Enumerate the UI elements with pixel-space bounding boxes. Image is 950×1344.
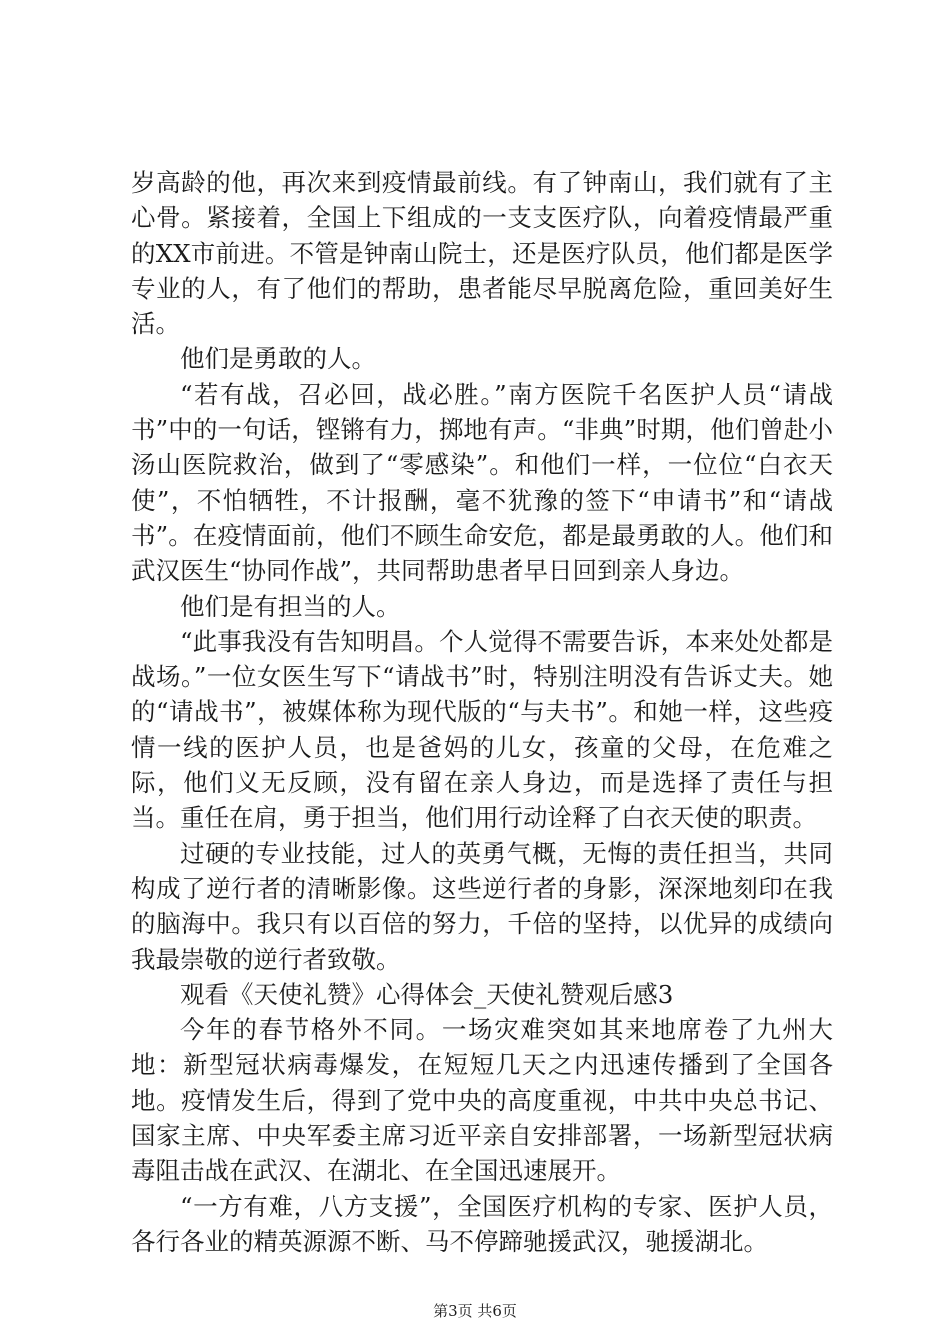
paragraph-8: “一方有难，八方支援”，全国医疗机构的专家、医护人员，各行各业的精英源源不断、马不停蹄驰援武汉，驰援湖北。	[131, 1191, 833, 1256]
section-heading: 观看《天使礼赞》心得体会_天使礼赞观后感3	[180, 979, 674, 1009]
paragraph-4: 他们是有担当的人。	[180, 591, 401, 621]
paragraph-1: 岁高龄的他，再次来到疫情最前线。有了钟南山，我们就有了主心骨。紧接着，全国上下组成的一支支医疗队，向着疫情最严重的XX市前进。不管是钟南山院士，还是医疗队员，他们都是医学专业的人，有了他们的帮助，患者能尽早脱离危险，重回美好生活。	[131, 168, 833, 339]
document-body	[131, 165, 833, 1259]
page-number-footer: 第3页 共6页	[433, 1302, 517, 1320]
paragraph-3: “若有战，召必回，战必胜。”南方医院千名医护人员“请战书”中的一句话，铿锵有力，掷地有声。“非典”时期，他们曾赴小汤山医院救治，做到了“零感染”。和他们一样，一位位“白衣天使”，不怕牺牲，不计报酬，毫不犹豫的签下“申请书”和“请战书”。在疫情面前，他们不顾生命安危，都是最勇敢的人。他们和武汉医生“协同作战”，共同帮助患者早日回到亲人身边。	[131, 379, 833, 586]
paragraph-7: 今年的春节格外不同。一场灾难突如其来地席卷了九州大地：新型冠状病毒爆发，在短短几天之内迅速传播到了全国各地。疫情发生后，得到了党中央的高度重视，中共中央总书记、国家主席、中央军委主席习近平亲自安排部署，一场新型冠状病毒阻击战在武汉、在湖北、在全国迅速展开。	[131, 1015, 833, 1186]
paragraph-5: “此事我没有告知明昌。个人觉得不需要告诉，本来处处都是战场。”一位女医生写下“请战书”时，特别注明没有告诉丈夫。她的“请战书”，被媒体称为现代版的“与夫书”。和她一样，这些疫情一线的医护人员，也是爸妈的儿女，孩童的父母，在危难之际，他们义无反顾，没有留在亲人身边，而是选择了责任与担当。重任在肩，勇于担当，他们用行动诠释了白衣天使的职责。	[131, 626, 833, 833]
paragraph-2: 他们是勇敢的人。	[180, 344, 376, 374]
paragraph-6: 过硬的专业技能，过人的英勇气概，无悔的责任担当，共同构成了逆行者的清晰影像。这些逆行者的身影，深深地刻印在我的脑海中。我只有以百倍的努力，千倍的坚持，以优异的成绩向我最崇敬的逆行者致敬。	[131, 838, 833, 974]
